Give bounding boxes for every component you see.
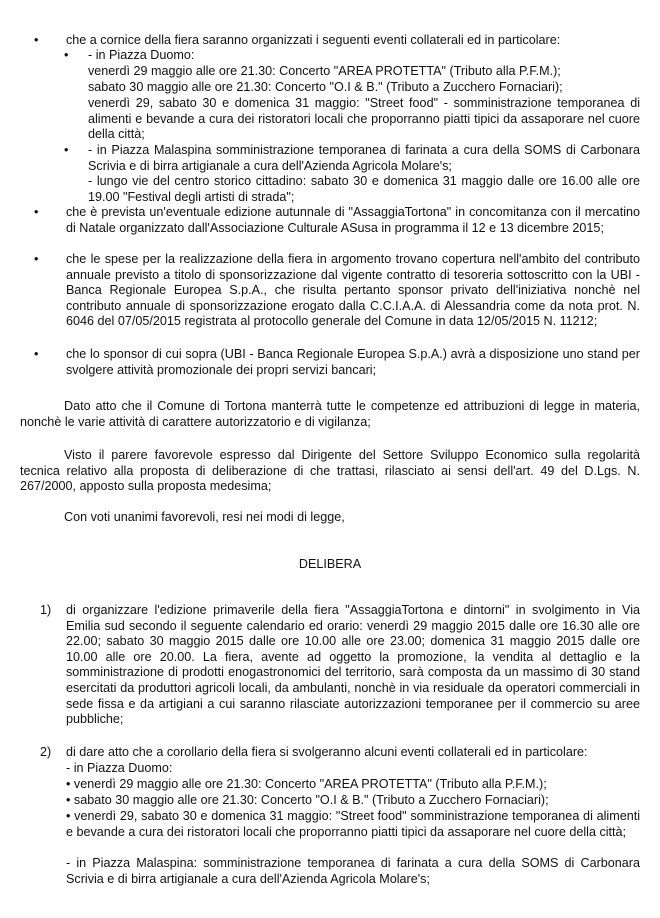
bullet-1-duomo-line-1: venerdì 29 maggio alle ore 21.30: Concerto "AREA PROTETTA" (Tributo alla P.F.M.); — [88, 64, 561, 78]
item-2-line-3: • venerdì 29, sabato 30 e domenica 31 maggio: "Street food" somministrazione temporanea di alimenti e bevande a cura dei ristoratori locali che proporranno piatti tipici da assaporare nel cuore della città; — [66, 809, 640, 839]
item-2-malaspina: - in Piazza Malaspina: somministrazione temporanea di farinata a cura della SOMS di Carbonara Scrivia e di birra artigianale a cura dell'Azienda Agricola Molare's; — [66, 856, 640, 886]
item-2-line-2: • sabato 30 maggio alle ore 21.30: Concerto "O.I & B." (Tributo a Zucchero Fornaciari); — [66, 793, 549, 807]
paragraph-visto: Visto il parere favorevole espresso dal Dirigente del Settore Sviluppo Economico sulla regolarità tecnica relativo alla proposta di deliberazione di che trattasi, rilasciato ai sensi dell'art. 49 del D.Lgs. N. 267/2000, apposto sulla proposta medesima; — [20, 448, 640, 494]
item-2-duomo-label: - in Piazza Duomo: — [66, 761, 173, 775]
item-2-line-1: • venerdì 29 maggio alle ore 21.30: Concerto "AREA PROTETTA" (Tributo alla P.F.M.); — [66, 777, 547, 791]
item-2-number: 2) — [40, 745, 52, 759]
sub-bullet-marker: • — [64, 143, 69, 157]
item-1-text: di organizzare l'edizione primaverile della fiera "AssaggiaTortona e dintorni" in svolgimento in Via Emilia sud secondo il seguente calendario ed orario: venerdì 29 maggio 2015 dalle ore 16.30 alle ore 22.00; sabato 30 maggio 2015 dalle ore 10.00 alle ore 23.00; domenica 31 maggio 2015 dalle ore 10.00 alle ore 20.00. La fiera, avente ad oggetto la promozione, la vendita al dettaglio e la somministrazione di prodotti enogastronomici del territorio, sarà composta da un massimo di 30 stand esercitati da produttori agricoli locali, da ambulanti, nonchè in via residuale da operatori commerciali in sede fissa e da artigiani a cui saranno rilasciate autorizzazioni temporanee per il commercio su aree pubbliche; — [66, 603, 640, 727]
delibera-heading: DELIBERA — [298, 557, 362, 571]
bullet-marker: • — [34, 33, 39, 47]
bullet-1-duomo-line-2: sabato 30 maggio alle ore 21.30: Concerto "O.I & B." (Tributo a Zucchero Fornaciari); — [88, 80, 563, 94]
bullet-1-centro: - lungo vie del centro storico cittadino: sabato 30 e domenica 31 maggio dalle ore 16.00 alle ore 19.00 "Festival degli artisti di strada"; — [88, 174, 640, 204]
bullet-marker: • — [34, 205, 39, 219]
sub-bullet-marker: • — [64, 48, 69, 62]
item-1-number: 1) — [40, 603, 52, 617]
bullet-2-text: che è prevista un'eventuale edizione autunnale di "AssaggiaTortona" in concomitanza con il mercatino di Natale organizzato dall'Associazione Culturale ASusa in programma il 12 e 13 dicembre 2015; — [66, 205, 640, 235]
paragraph-dato-atto: Dato atto che il Comune di Tortona manterrà tutte le competenze ed attribuzioni di legge in materia, nonchè le varie attività di carattere autorizzatorio e di vigilanza; — [20, 399, 640, 429]
bullet-4-text: che lo sponsor di cui sopra (UBI - Banca Regionale Europea S.p.A.) avrà a disposizione uno stand per svolgere attività promozionale dei propri servizi bancari; — [66, 347, 640, 377]
bullet-3-text: che le spese per la realizzazione della fiera in argomento trovano copertura nell'ambito del contributo annuale previsto a titolo di sponsorizzazione dal vigente contratto di tesoreria sottoscritto con la UBI - Banca Regionale Europea S.p.A., che risulta pertanto sponsor privato dell'iniziativa nonchè nel contributo annuale di sponsorizzazione erogato dalla C.C.I.A.A. di Alessandria come da nota prot. N. 6046 del 07/05/2015 registrata al protocollo generale del Comune in data 12/05/2015 N. 11212; — [66, 252, 640, 329]
bullet-1-duomo-line-3: venerdì 29, sabato 30 e domenica 31 maggio: "Street food" - somministrazione temporanea di alimenti e bevande a cura dei ristoratori locali che proporranno piatti tipici da assaporare nel cuore della città; — [88, 96, 640, 142]
bullet-1-intro: che a cornice della fiera saranno organizzati i seguenti eventi collaterali ed in particolare: — [66, 33, 561, 47]
item-2-intro: di dare atto che a corollario della fiera si svolgeranno alcuni eventi collaterali ed in particolare: — [66, 745, 588, 759]
bullet-marker: • — [34, 347, 39, 361]
bullet-marker: • — [34, 252, 39, 266]
bullet-1-duomo-label: - in Piazza Duomo: — [88, 48, 195, 62]
bullet-1-malaspina: - in Piazza Malaspina somministrazione temporanea di farinata a cura della SOMS di Carbonara Scrivia e di birra artigianale a cura dell'Azienda Agricola Molare's; — [88, 143, 640, 173]
paragraph-voti: Con voti unanimi favorevoli, resi nei modi di legge, — [64, 510, 345, 524]
